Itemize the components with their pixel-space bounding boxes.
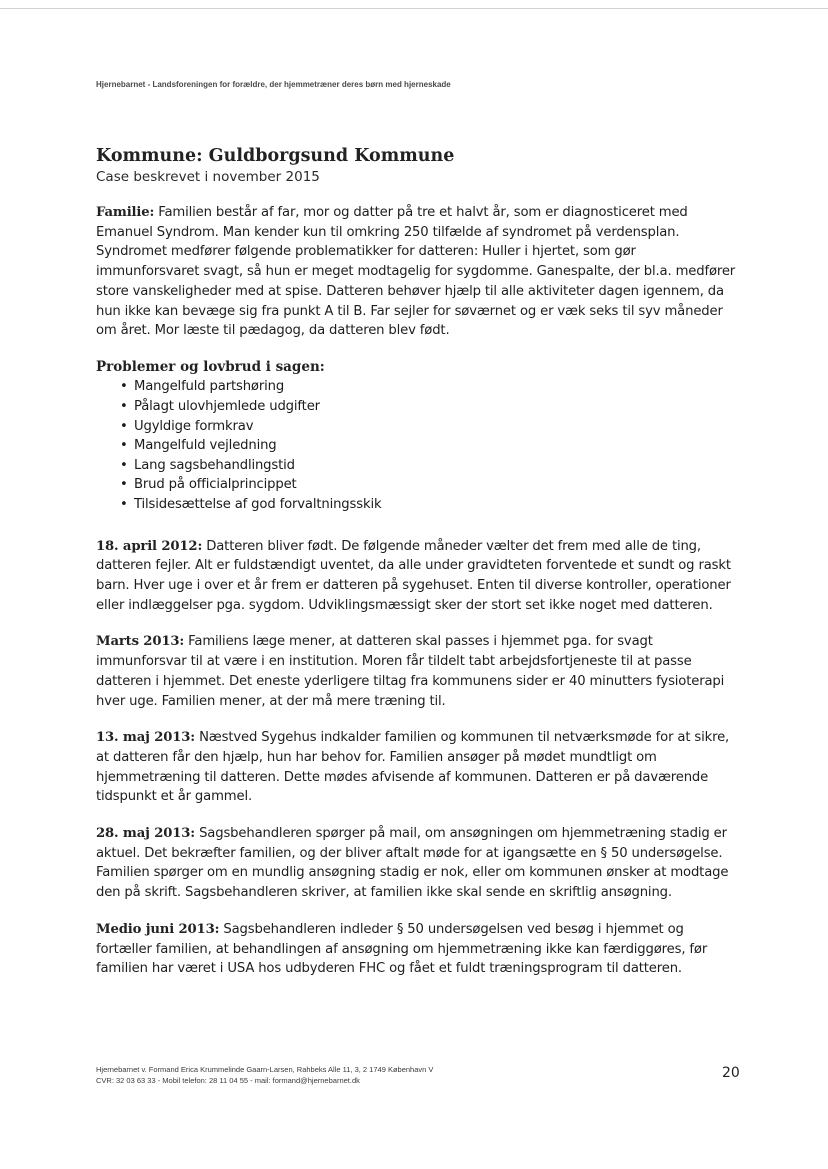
entry-text: Næstved Sygehus indkalder familien og kommunen til netværksmøde for at sikre, at datteren får den hjælp, hun har behov for. Familien ansøger på mødet mundtligt om hjemmetræning til datteren. Dette mødes afvisende af kommunen. Datteren er på daværende tidspunkt et år gammel. [96,730,730,805]
entry-date: Marts 2013: [96,634,185,650]
family-paragraph [96,203,736,341]
page-number: 20 [722,1065,740,1081]
family-lead: Familie: [96,205,155,220]
footer-address: Hjernebarnet v. Formand Erica Krummelinde Gaarn-Larsen, Rahbeks Alle 11, 3, 2 1749 København V [96,1065,434,1074]
timeline-entry [96,920,736,979]
page-title: Kommune: Guldborgsund Kommune [96,146,455,166]
entry-text: Datteren bliver født. De følgende måneder vælter det frem med alle de ting, datteren fejler. Alt er fuldstændigt uventet, da alle under gravidteten forventede et sundt og raskt barn. Hver uge i over et år frem er datteren på sygehuset. Enten til diverse kontroller, operationer eller indlæggelser pga. sygdom. Udviklingsmæssigt sker der stort set ikke noget med datteren. [96,538,731,613]
footer-contact: CVR: 32 03 63 33 - Mobil telefon: 28 11 04 55 - mail: formand@hjernebarnet.dk [96,1076,360,1085]
entry-date: Medio juni 2013: [96,921,220,937]
entry-text: Sagsbehandleren spørger på mail, om ansøgningen om hjemmetræning stadig er aktuel. Det bekræfter familien, og der bliver aftalt møde for at igangsætte en § 50 undersøgelse. Familien spørger om en mundlig ansøgning stadig er nok, eller om kommunen ønsker at modtage den på skrift. Sagsbehandleren skriver, at familien ikke skal sende en skriftlig ansøgning. [96,826,729,901]
problem-item: • Tilsidesættelse af god forvaltningsskik [120,495,736,515]
top-border-line [0,8,828,9]
timeline-entry [96,632,736,711]
problems-list [96,377,736,514]
problem-item: • Mangelfuld vejledning [120,436,736,456]
problem-item: • Brud på officialprincippet [120,475,736,495]
entry-date: 28. maj 2013: [96,826,196,842]
entry-date: 13. maj 2013: [96,730,196,746]
problems-heading: Problemer og lovbrud i sagen: [96,358,325,375]
timeline-entry [96,824,736,903]
problem-item: • Ugyldige formkrav [120,417,736,437]
page-subtitle: Case beskrevet i november 2015 [96,169,320,185]
entry-date: 18. april 2012: [96,538,203,554]
document-body [96,144,736,996]
entry-text: Sagsbehandleren indleder § 50 undersøgelsen ved besøg i hjemmet og fortæller familien, at behandlingen af ansøgning om hjemmetræning ikke kan færdiggøres, før familien har været i USA hos udbyderen FHC og fået et fuldt træningsprogram til datteren. [96,921,708,977]
problem-item: • Lang sagsbehandlingstid [120,456,736,476]
entry-text: Familiens læge mener, at datteren skal passes i hjemmet pga. for svagt immunforsvar til at være i en institution. Moren får tildelt tabt arbejdsfortjeneste til at passe datteren i hjemmet. Det eneste yderligere tiltag fra kommunens sider er 40 minutters fysioterapi hver uge. Familien mener, at der må mere træning til. [96,634,725,709]
problem-item: • Pålagt ulovhjemlede udgifter [120,397,736,417]
problem-item: • Mangelfuld partshøring [120,377,736,397]
page-footer [96,1064,433,1086]
timeline-entry [96,537,736,616]
page-header: Hjernebarnet - Landsforeningen for forældre, der hjemmetræner deres børn med hjerneskade [96,80,451,89]
timeline-entry [96,728,736,807]
family-text: Familien består af far, mor og datter på tre et halvt år, som er diagnosticeret med Emanuel Syndrom. Man kender kun til omkring 250 tilfælde af syndromet på verdensplan. Syndromet medfører følgende problematikker for datteren: Huller i hjertet, som gør immunforsvaret svagt, så hun er meget modtagelig for sygdomme. Ganespalte, der bl.a. medfører store vanskeligheder med at spise. Datteren behøver hjælp til alle aktiviteter dagen igennem, da hun ikke kan bevæge sig fra punkt A til B. Far sejler for søværnet og er væk seks til syv måneder om året. Mor læste til pædagog, da datteren blev født. [96,205,736,339]
